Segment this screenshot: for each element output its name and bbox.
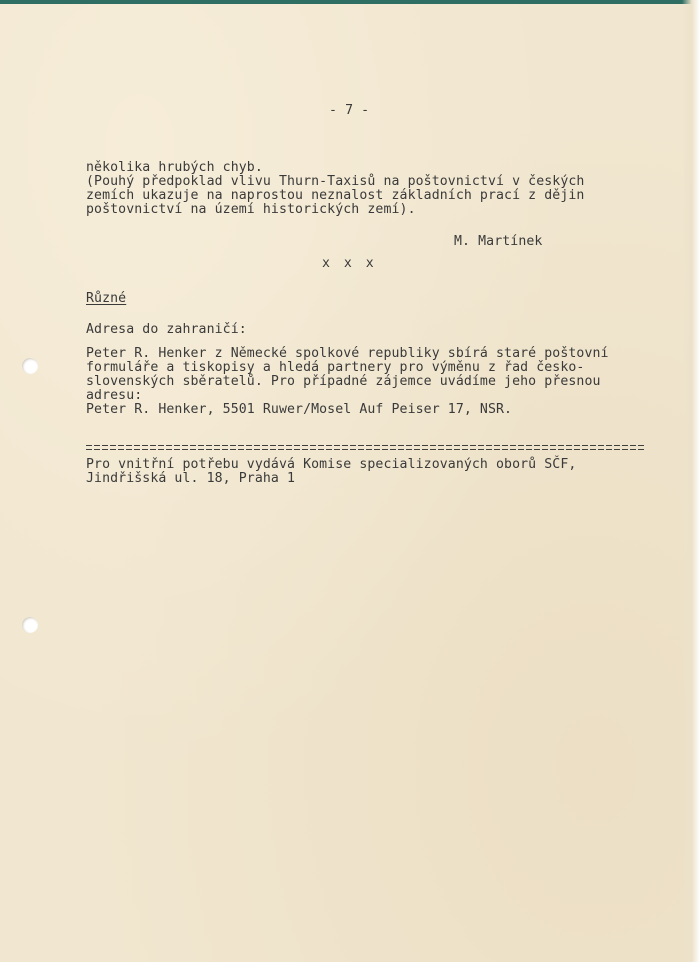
paragraph-line: slovenských sběratelů. Pro případné zájemce uvádíme jeho přesnou bbox=[86, 374, 601, 389]
review-line: (Pouhý předpoklad vlivu Thurn-Taxisů na poštovnictví v českých bbox=[86, 174, 585, 189]
paper-right-edge bbox=[682, 0, 700, 962]
punch-hole-bottom bbox=[22, 617, 38, 633]
author-signature: M. Martínek bbox=[454, 234, 543, 249]
paragraph-line: adresu: bbox=[86, 388, 143, 403]
page-number: - 7 - bbox=[329, 103, 370, 118]
postal-address-line: Peter R. Henker, 5501 Ruwer/Mosel Auf Peiser 17, NSR. bbox=[86, 402, 513, 417]
review-line: několika hrubých chyb. bbox=[86, 160, 263, 175]
review-line: zemích ukazuje na naprostou neznalost základních prací z dějin bbox=[86, 188, 585, 203]
review-line: poštovnictví na území historických zemí). bbox=[86, 202, 416, 217]
section-heading: Různé bbox=[86, 291, 127, 306]
paragraph-line: formuláře a tiskopisy a hledá partnery pro výměnu z řad česko- bbox=[86, 360, 585, 375]
paragraph-line: Peter R. Henker z Německé spolkové republiky sbírá staré poštovní bbox=[86, 346, 609, 361]
punch-hole-top bbox=[22, 358, 38, 374]
publisher-line: Pro vnitřní potřebu vydává Komise specializovaných oborů SČF, bbox=[86, 457, 577, 472]
double-rule-divider bbox=[86, 444, 645, 452]
top-edge-strip bbox=[0, 0, 700, 4]
publisher-address-line: Jindřišská ul. 18, Praha 1 bbox=[86, 471, 296, 486]
address-intro: Adresa do zahraničí: bbox=[86, 322, 247, 337]
section-separator: x x x bbox=[322, 256, 377, 271]
